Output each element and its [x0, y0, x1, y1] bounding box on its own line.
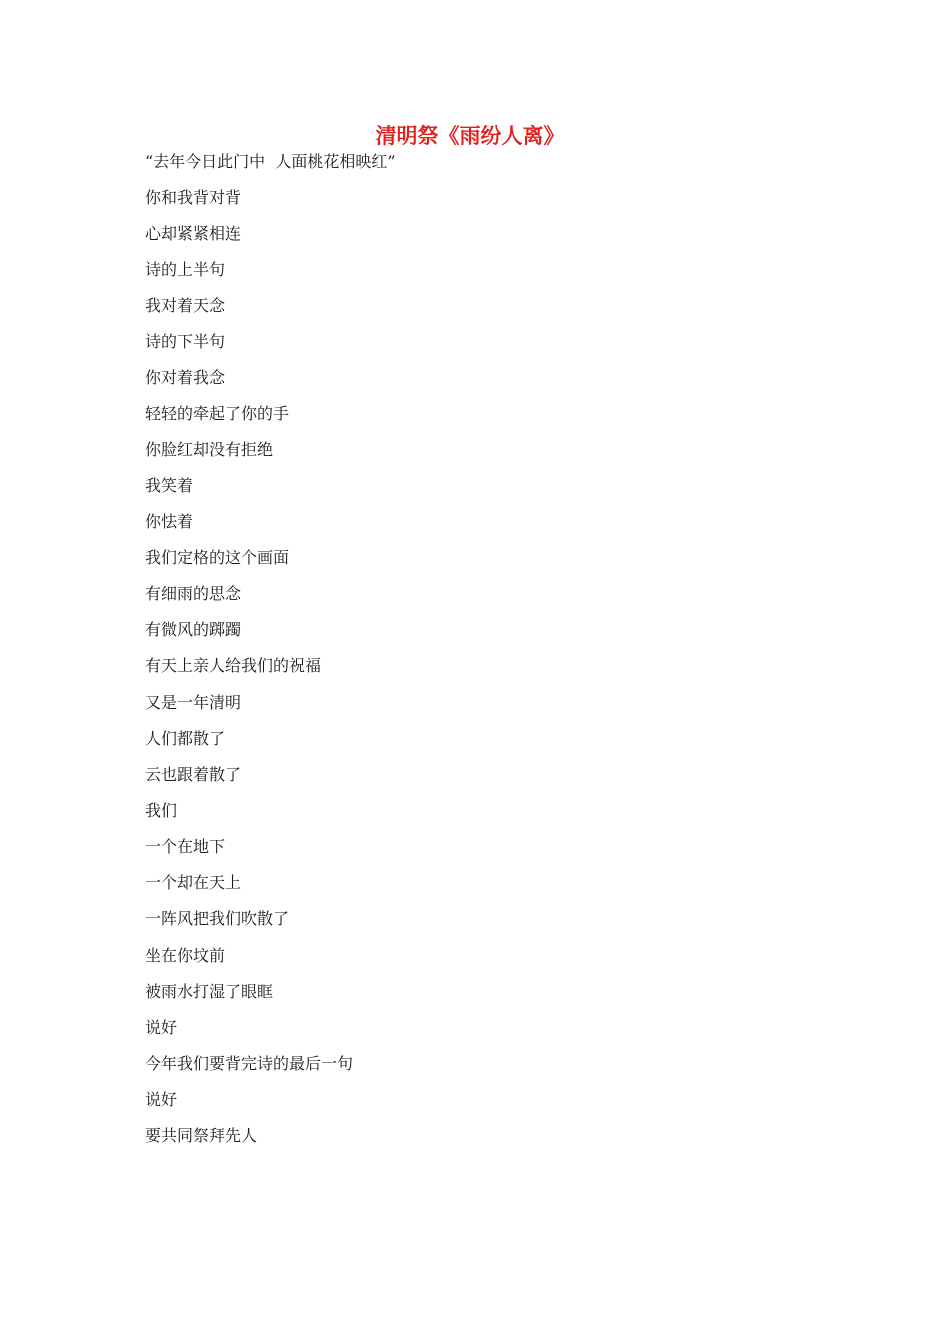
- poem-line: 有细雨的思念: [145, 584, 242, 603]
- poem-title: 清明祭《雨纷人离》: [375, 123, 565, 148]
- poem-line: 我们定格的这个画面: [145, 548, 290, 567]
- poem-line: 今年我们要背完诗的最后一句: [145, 1054, 354, 1073]
- poem-line: 你对着我念: [145, 368, 226, 387]
- poem-line: 被雨水打湿了眼眶: [145, 982, 274, 1001]
- poem-line: 一阵风把我们吹散了: [145, 909, 290, 928]
- stanza-3: [145, 944, 845, 1148]
- poem-line: 我们: [145, 801, 178, 820]
- poem-line: 心却紧紧相连: [145, 224, 242, 243]
- poem-line: 一个却在天上: [145, 873, 242, 892]
- poem-line: 云也跟着散了: [145, 765, 242, 784]
- poem-line: 诗的下半句: [145, 332, 226, 351]
- poem-line: 你怯着: [145, 512, 194, 531]
- poem-line: 你和我背对背: [145, 188, 242, 207]
- poem-line: 坐在你坟前: [145, 946, 226, 965]
- poem-line: 说好: [145, 1018, 178, 1037]
- stanza-1: [145, 186, 845, 678]
- poem-line: 你脸红却没有拒绝: [145, 440, 274, 459]
- poem-line: 要共同祭拜先人: [145, 1126, 258, 1145]
- poem-line: 人们都散了: [145, 729, 226, 748]
- poem-line: 轻轻的牵起了你的手: [145, 404, 290, 423]
- poem-line: 有天上亲人给我们的祝福: [145, 656, 322, 675]
- poem-line: 有微风的踯躅: [145, 620, 242, 639]
- poem-line: 说好: [145, 1090, 178, 1109]
- poem-epigraph: “去年今日此门中 人面桃花相映红”: [145, 152, 396, 171]
- poem-line: 我对着天念: [145, 296, 226, 315]
- poem-line: 我笑着: [145, 476, 194, 495]
- poem-line: 又是一年清明: [145, 693, 242, 712]
- stanza-2: [145, 691, 845, 931]
- poem-line: 诗的上半句: [145, 260, 226, 279]
- poem-line: 一个在地下: [145, 837, 226, 856]
- poem-body: [145, 150, 845, 1161]
